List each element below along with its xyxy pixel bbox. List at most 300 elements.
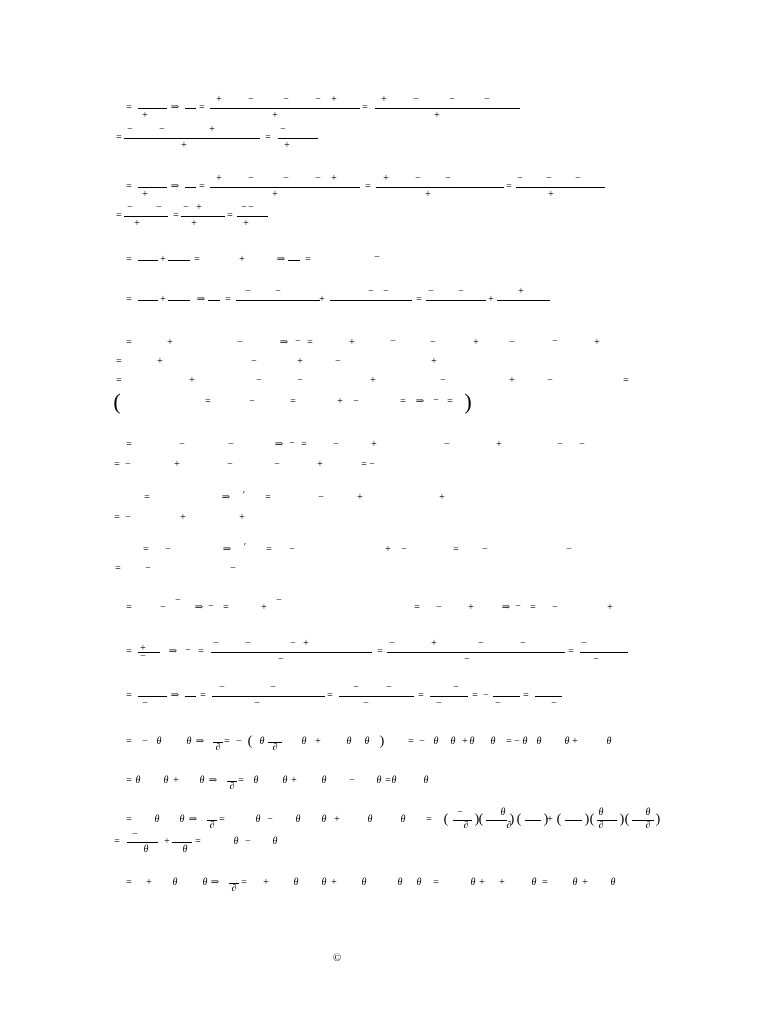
equals-sign: = bbox=[241, 877, 247, 888]
plus-sign: + bbox=[334, 814, 340, 825]
right-paren: ) bbox=[474, 812, 480, 827]
fraction-bar bbox=[426, 300, 486, 301]
plus-sign: + bbox=[317, 459, 323, 470]
equals-sign: = bbox=[223, 602, 229, 613]
minus-sign: − bbox=[353, 396, 359, 407]
plus-sign: + bbox=[297, 356, 303, 367]
equals-sign: = bbox=[200, 690, 206, 701]
plus-sign: + bbox=[134, 218, 140, 229]
minus-sign: − bbox=[159, 124, 165, 135]
equals-sign: = bbox=[143, 544, 149, 555]
plus-sign: + bbox=[261, 602, 267, 613]
theta-symbol: θ bbox=[450, 736, 456, 747]
minus-sign: − bbox=[237, 337, 243, 348]
fraction-bar bbox=[168, 300, 190, 301]
equals-sign: = bbox=[116, 356, 122, 367]
minus-sign: − bbox=[213, 638, 219, 649]
fraction-bar bbox=[181, 216, 225, 217]
plus-sign: + bbox=[173, 775, 179, 786]
left-paren: ( bbox=[624, 812, 630, 827]
fraction-bar bbox=[497, 300, 550, 301]
plus-sign: + bbox=[381, 94, 387, 105]
minus-sign: − bbox=[278, 654, 284, 665]
minus-sign: − bbox=[254, 698, 260, 709]
equals-sign: = bbox=[126, 814, 132, 825]
partial-symbol: ∂ bbox=[209, 820, 215, 831]
equals-sign: = bbox=[144, 492, 150, 503]
minus-sign: − bbox=[483, 690, 489, 701]
theta-symbol: θ bbox=[186, 736, 192, 747]
minus-sign: − bbox=[256, 375, 262, 386]
fraction-bar bbox=[138, 108, 167, 109]
fraction-bar bbox=[185, 108, 196, 109]
theta-symbol: θ bbox=[400, 814, 406, 825]
equals-sign: = bbox=[126, 775, 132, 786]
minus-sign: − bbox=[142, 736, 148, 747]
minus-sign: − bbox=[515, 601, 521, 612]
equals-sign: = bbox=[568, 646, 574, 657]
plus-sign: + bbox=[191, 218, 197, 229]
minus-sign: − bbox=[145, 563, 151, 574]
minus-sign: − bbox=[227, 459, 233, 470]
minus-sign: − bbox=[383, 286, 389, 297]
prime-mark: ′ bbox=[242, 490, 246, 501]
equals-sign: = bbox=[238, 775, 244, 786]
minus-sign: − bbox=[581, 638, 587, 649]
minus-sign: − bbox=[245, 836, 251, 847]
minus-sign: − bbox=[219, 682, 225, 693]
minus-sign: − bbox=[401, 544, 407, 555]
minus-sign: − bbox=[449, 94, 455, 105]
equals-sign: = bbox=[530, 602, 536, 613]
equals-sign: = bbox=[408, 736, 414, 747]
fraction-bar bbox=[288, 260, 300, 261]
plus-sign: + bbox=[518, 286, 524, 297]
plus-sign: + bbox=[434, 110, 440, 121]
equals-sign: = bbox=[472, 690, 478, 701]
theta-symbol: θ bbox=[397, 877, 403, 888]
minus-sign: − bbox=[436, 698, 442, 709]
theta-symbol: θ bbox=[416, 877, 422, 888]
left-paren: ( bbox=[247, 734, 253, 749]
theta-symbol: θ bbox=[293, 877, 299, 888]
plus-sign: + bbox=[319, 294, 325, 305]
plus-sign: + bbox=[331, 877, 337, 888]
minus-sign: − bbox=[482, 544, 488, 555]
fraction-bar bbox=[375, 108, 520, 109]
theta-symbol: θ bbox=[391, 775, 397, 786]
equals-sign: = bbox=[114, 459, 120, 470]
theta-symbol: θ bbox=[154, 814, 160, 825]
fraction-bar bbox=[486, 820, 507, 821]
plus-sign: + bbox=[371, 439, 377, 450]
minus-sign: − bbox=[248, 173, 254, 184]
plus-sign: + bbox=[370, 375, 376, 386]
equals-sign: = bbox=[418, 690, 424, 701]
prime-mark: ′ bbox=[243, 542, 247, 553]
plus-sign: + bbox=[547, 814, 553, 825]
equals-sign: = bbox=[361, 459, 367, 470]
equals-sign: = bbox=[265, 492, 271, 503]
equals-sign: = bbox=[523, 690, 529, 701]
implies-arrow: ⇒ bbox=[501, 602, 511, 613]
equals-sign: = bbox=[506, 736, 512, 747]
minus-sign: − bbox=[270, 682, 276, 693]
fraction-bar bbox=[207, 820, 217, 821]
minus-sign: − bbox=[315, 173, 321, 184]
theta-symbol: θ bbox=[610, 877, 616, 888]
left-paren: ( bbox=[443, 812, 449, 827]
plus-sign: + bbox=[337, 396, 343, 407]
equals-sign: = bbox=[377, 646, 383, 657]
fraction-bar bbox=[430, 696, 468, 697]
theta-symbol: θ bbox=[598, 807, 604, 818]
plus-sign: + bbox=[357, 492, 363, 503]
minus-sign: − bbox=[433, 395, 439, 406]
theta-symbol: θ bbox=[536, 736, 542, 747]
partial-symbol: ∂ bbox=[506, 820, 512, 831]
partial-symbol: ∂ bbox=[229, 781, 235, 792]
minus-sign: − bbox=[517, 173, 523, 184]
minus-sign: − bbox=[478, 638, 484, 649]
fraction-bar bbox=[535, 696, 562, 697]
fraction-bar bbox=[376, 187, 504, 188]
minus-sign: − bbox=[444, 439, 450, 450]
plus-sign: + bbox=[496, 439, 502, 450]
minus-sign: − bbox=[245, 286, 251, 297]
plus-sign: + bbox=[439, 492, 445, 503]
theta-symbol: θ bbox=[163, 775, 169, 786]
equals-sign: = bbox=[265, 132, 271, 143]
plus-sign: + bbox=[488, 294, 494, 305]
theta-symbol: θ bbox=[572, 877, 578, 888]
theta-symbol: θ bbox=[500, 807, 506, 818]
plus-sign: + bbox=[425, 189, 431, 200]
plus-sign: + bbox=[263, 877, 269, 888]
fraction-bar bbox=[138, 187, 167, 188]
right-paren: ) bbox=[509, 812, 515, 827]
theta-symbol: θ bbox=[346, 736, 352, 747]
fraction-bar bbox=[236, 300, 320, 301]
fraction-bar bbox=[387, 652, 565, 653]
left-paren: ( bbox=[556, 812, 562, 827]
minus-sign: − bbox=[156, 202, 162, 213]
minus-sign: − bbox=[413, 94, 419, 105]
theta-symbol: θ bbox=[202, 877, 208, 888]
plus-sign: + bbox=[216, 94, 222, 105]
equals-sign: = bbox=[224, 736, 230, 747]
partial-symbol: ∂ bbox=[215, 742, 221, 753]
fraction-bar bbox=[278, 138, 318, 139]
plus-sign: + bbox=[216, 173, 222, 184]
minus-sign: − bbox=[228, 439, 234, 450]
equals-sign: = bbox=[307, 337, 313, 348]
theta-symbol: θ bbox=[645, 807, 651, 818]
implies-arrow: ⇒ bbox=[170, 181, 180, 192]
fraction-bar bbox=[168, 260, 190, 261]
plus-sign: + bbox=[140, 643, 146, 654]
plus-sign: + bbox=[582, 877, 588, 888]
left-paren: ( bbox=[478, 812, 484, 827]
fraction-bar bbox=[330, 300, 412, 301]
fraction-bar bbox=[212, 696, 325, 697]
fraction-bar bbox=[632, 820, 654, 821]
equals-sign: = bbox=[126, 439, 132, 450]
fraction-bar bbox=[597, 820, 617, 821]
plus-sign: + bbox=[331, 173, 337, 184]
fraction-bar bbox=[516, 187, 605, 188]
plus-sign: + bbox=[181, 140, 187, 151]
minus-sign: − bbox=[464, 654, 470, 665]
minus-sign: − bbox=[552, 602, 558, 613]
minus-sign: − bbox=[495, 698, 501, 709]
equals-sign: = bbox=[433, 877, 439, 888]
theta-symbol: θ bbox=[361, 877, 367, 888]
fraction-bar bbox=[339, 696, 414, 697]
minus-sign: − bbox=[289, 438, 295, 449]
theta-symbol: θ bbox=[606, 736, 612, 747]
theta-symbol: θ bbox=[156, 736, 162, 747]
equals-sign: = bbox=[198, 646, 204, 657]
plus-sign: + bbox=[146, 877, 152, 888]
plus-sign: + bbox=[385, 544, 391, 555]
equals-sign: = bbox=[426, 814, 432, 825]
theta-symbol: θ bbox=[470, 877, 476, 888]
right-paren: ) bbox=[543, 812, 549, 827]
minus-sign: − bbox=[183, 202, 189, 213]
minus-sign: − bbox=[241, 202, 247, 213]
theta-symbol: θ bbox=[255, 814, 261, 825]
plus-sign: + bbox=[383, 173, 389, 184]
minus-sign: − bbox=[127, 202, 133, 213]
theta-symbol: θ bbox=[376, 775, 382, 786]
equals-sign: = bbox=[219, 814, 225, 825]
plus-sign: + bbox=[142, 110, 148, 121]
partial-symbol: ∂ bbox=[463, 820, 469, 831]
implies-arrow: ⇒ bbox=[276, 254, 286, 265]
fraction-bar bbox=[172, 842, 192, 843]
fraction-bar bbox=[210, 187, 360, 188]
partial-symbol: ∂ bbox=[231, 883, 237, 894]
minus-sign: − bbox=[275, 286, 281, 297]
plus-sign: + bbox=[164, 836, 170, 847]
minus-sign: − bbox=[484, 94, 490, 105]
minus-sign: − bbox=[546, 173, 552, 184]
partial-symbol: ∂ bbox=[645, 820, 651, 831]
plus-sign: + bbox=[473, 337, 479, 348]
equals-sign: = bbox=[453, 544, 459, 555]
plus-sign: + bbox=[431, 638, 437, 649]
minus-sign: − bbox=[289, 544, 295, 555]
equals-sign: = bbox=[126, 181, 132, 192]
implies-arrow: ⇒ bbox=[210, 877, 220, 888]
fraction-bar bbox=[185, 696, 196, 697]
theta-symbol: θ bbox=[469, 736, 475, 747]
minus-sign: − bbox=[283, 94, 289, 105]
minus-sign: − bbox=[140, 651, 146, 662]
equals-sign: = bbox=[290, 396, 296, 407]
equals-sign: = bbox=[225, 294, 231, 305]
plus-sign: + bbox=[462, 736, 468, 747]
equals-sign: = bbox=[414, 602, 420, 613]
plus-sign: + bbox=[607, 602, 613, 613]
equals-sign: = bbox=[114, 836, 120, 847]
equals-sign: = bbox=[623, 375, 629, 386]
implies-arrow: ⇒ bbox=[415, 396, 425, 407]
minus-sign: − bbox=[249, 396, 255, 407]
minus-sign: − bbox=[353, 682, 359, 693]
minus-sign: − bbox=[333, 439, 339, 450]
plus-sign: + bbox=[160, 254, 166, 265]
theta-symbol: θ bbox=[272, 836, 278, 847]
fraction-bar bbox=[493, 696, 520, 697]
theta-symbol: θ bbox=[233, 836, 239, 847]
plus-sign: + bbox=[509, 375, 515, 386]
fraction-bar bbox=[127, 842, 158, 843]
equals-sign: = bbox=[126, 254, 132, 265]
fraction-bar bbox=[268, 742, 282, 743]
minus-sign: − bbox=[415, 173, 421, 184]
equals-sign: = bbox=[126, 337, 132, 348]
implies-arrow: ⇒ bbox=[274, 439, 284, 450]
minus-sign: − bbox=[127, 124, 133, 135]
minus-sign: − bbox=[165, 544, 171, 555]
theta-symbol: θ bbox=[522, 736, 528, 747]
minus-sign: − bbox=[436, 602, 442, 613]
implies-arrow: ⇒ bbox=[196, 294, 206, 305]
theta-symbol: θ bbox=[367, 814, 373, 825]
equals-sign: = bbox=[301, 439, 307, 450]
minus-sign: − bbox=[132, 829, 138, 840]
theta-symbol: θ bbox=[490, 736, 496, 747]
equals-sign: = bbox=[416, 294, 422, 305]
theta-symbol: θ bbox=[295, 814, 301, 825]
equals-sign: = bbox=[115, 563, 121, 574]
equals-sign: = bbox=[447, 396, 453, 407]
minus-sign: − bbox=[295, 336, 301, 347]
theta-symbol: θ bbox=[135, 775, 141, 786]
minus-sign: − bbox=[175, 595, 181, 606]
partial-symbol: ∂ bbox=[272, 742, 278, 753]
equals-sign: = bbox=[362, 102, 368, 113]
equals-sign: = bbox=[365, 181, 371, 192]
theta-symbol: θ bbox=[433, 736, 439, 747]
equals-sign: = bbox=[126, 102, 132, 113]
plus-sign: + bbox=[291, 775, 297, 786]
minus-sign: − bbox=[125, 512, 131, 523]
equals-sign: = bbox=[305, 254, 311, 265]
theta-symbol: θ bbox=[143, 844, 149, 855]
right-paren: ) bbox=[379, 734, 385, 749]
equals-sign: = bbox=[116, 375, 122, 386]
plus-sign: + bbox=[479, 877, 485, 888]
minus-sign: − bbox=[125, 459, 131, 470]
fraction-bar bbox=[565, 820, 582, 821]
minus-sign: − bbox=[593, 654, 599, 665]
equals-sign: = bbox=[542, 877, 548, 888]
implies-arrow: ⇒ bbox=[188, 814, 198, 825]
equals-sign: = bbox=[199, 102, 205, 113]
implies-arrow: ⇒ bbox=[279, 337, 289, 348]
minus-sign: − bbox=[248, 94, 254, 105]
plus-sign: + bbox=[594, 337, 600, 348]
equals-sign: = bbox=[126, 294, 132, 305]
theta-symbol: θ bbox=[301, 736, 307, 747]
minus-sign: − bbox=[430, 337, 436, 348]
theta-symbol: θ bbox=[321, 775, 327, 786]
right-paren: ) bbox=[584, 812, 590, 827]
plus-sign: + bbox=[196, 202, 202, 213]
equals-sign: = bbox=[227, 210, 233, 221]
fraction-bar bbox=[124, 216, 168, 217]
left-paren: ( bbox=[589, 812, 595, 827]
equals-sign: = bbox=[173, 210, 179, 221]
plus-sign: + bbox=[142, 189, 148, 200]
fraction-bar bbox=[580, 652, 628, 653]
theta-symbol: θ bbox=[423, 775, 429, 786]
right-paren: ) bbox=[655, 812, 661, 827]
minus-sign: − bbox=[297, 375, 303, 386]
minus-sign: − bbox=[386, 682, 392, 693]
equals-sign: = bbox=[199, 181, 205, 192]
minus-sign: − bbox=[557, 439, 563, 450]
fraction-bar bbox=[138, 652, 160, 653]
plus-sign: + bbox=[431, 356, 437, 367]
plus-sign: + bbox=[243, 218, 249, 229]
equals-sign: = bbox=[327, 690, 333, 701]
equals-sign: = bbox=[400, 396, 406, 407]
plus-sign: + bbox=[239, 512, 245, 523]
theta-symbol: θ bbox=[172, 877, 178, 888]
implies-arrow: ⇒ bbox=[195, 736, 205, 747]
fraction-bar bbox=[124, 138, 260, 139]
theta-symbol: θ bbox=[364, 736, 370, 747]
fraction-bar bbox=[229, 883, 239, 884]
plus-sign: + bbox=[331, 94, 337, 105]
fraction-bar bbox=[208, 300, 220, 301]
fraction-bar bbox=[210, 108, 360, 109]
minus-sign: − bbox=[315, 94, 321, 105]
plus-sign: + bbox=[209, 124, 215, 135]
minus-sign: − bbox=[283, 173, 289, 184]
minus-sign: − bbox=[369, 459, 375, 470]
minus-sign: − bbox=[251, 356, 257, 367]
fraction-bar bbox=[138, 696, 167, 697]
minus-sign: − bbox=[575, 173, 581, 184]
fraction-bar bbox=[211, 652, 372, 653]
minus-sign: − bbox=[566, 544, 572, 555]
equals-sign: = bbox=[126, 736, 132, 747]
minus-sign: − bbox=[390, 336, 396, 347]
minus-sign: − bbox=[142, 698, 148, 709]
plus-sign: + bbox=[499, 877, 505, 888]
equals-sign: = bbox=[126, 646, 132, 657]
partial-symbol: ∂ bbox=[598, 820, 604, 831]
minus-sign: − bbox=[514, 736, 520, 747]
minus-sign: − bbox=[551, 698, 557, 709]
minus-sign: − bbox=[547, 375, 553, 386]
implies-arrow: ⇒ bbox=[170, 102, 180, 113]
theta-symbol: θ bbox=[321, 877, 327, 888]
plus-sign: + bbox=[272, 189, 278, 200]
minus-sign: − bbox=[185, 645, 191, 656]
equals-sign: = bbox=[506, 181, 512, 192]
equals-sign: = bbox=[195, 836, 201, 847]
implies-arrow: ⇒ bbox=[194, 602, 204, 613]
plus-sign: + bbox=[303, 638, 309, 649]
minus-sign: − bbox=[335, 356, 341, 367]
plus-sign: + bbox=[167, 337, 173, 348]
